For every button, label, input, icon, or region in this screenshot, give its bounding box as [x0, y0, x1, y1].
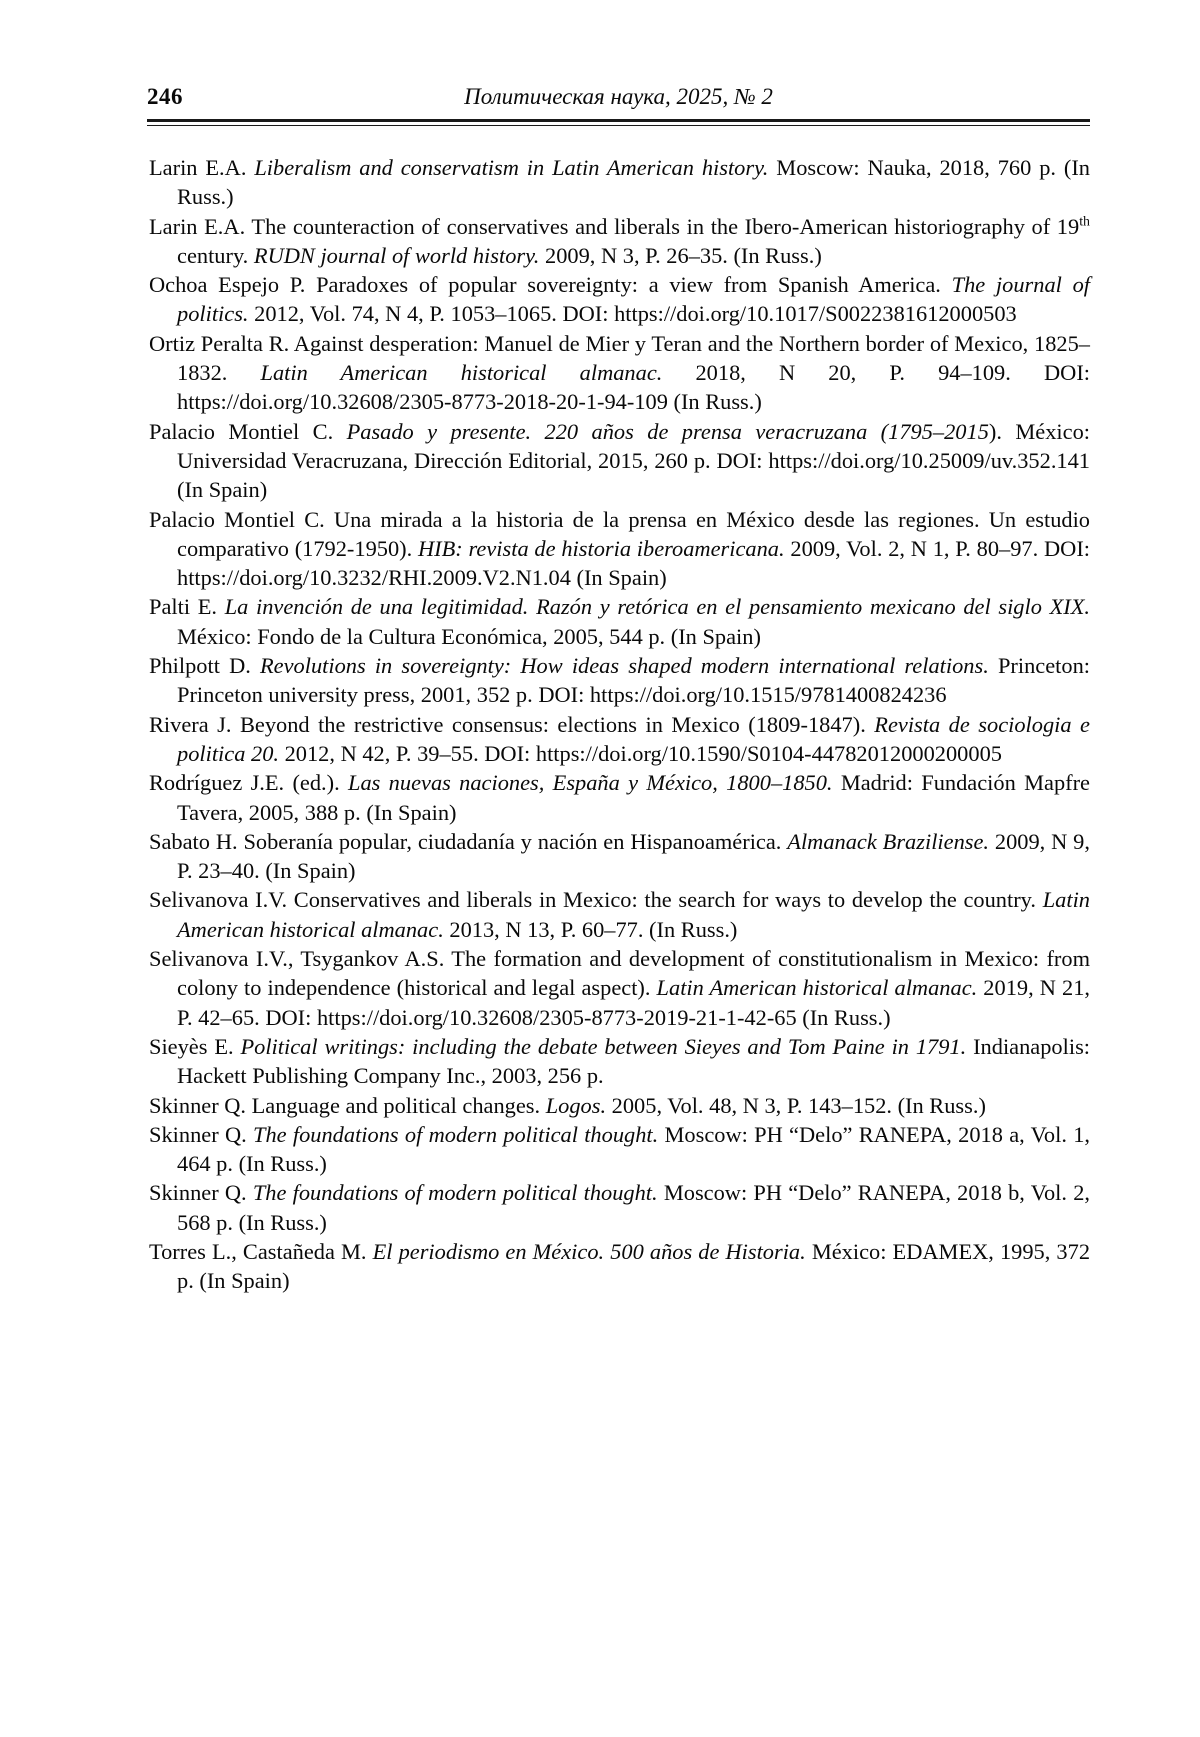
reference-entry — [149, 592, 1090, 651]
reference-title-segment: Almanack Braziliense. — [787, 828, 990, 854]
reference-entry — [149, 417, 1090, 505]
reference-text-segment: Skinner Q. Language and political changes. — [149, 1092, 546, 1118]
reference-entry — [149, 270, 1090, 329]
reference-text-segment: Moscow: Nauka, 2018, 760 p. (In Russ.) — [177, 155, 1090, 210]
reference-entry — [149, 212, 1090, 271]
reference-text-segment: Princeton: Princeton university press, 2001, 352 p. DOI: https://doi.org/10.1515/9781400824236 — [177, 653, 1090, 708]
reference-title-segment: The journal of politics. — [177, 272, 1090, 327]
reference-title-segment: Latin American historical almanac. — [260, 360, 663, 386]
reference-text-segment: Torres L., Castañeda M. — [149, 1238, 373, 1264]
reference-text-segment: Skinner Q. — [149, 1180, 253, 1206]
reference-title-segment: Latin American historical almanac. — [656, 975, 978, 1001]
reference-text-segment: Ochoa Espejo P. Paradoxes of popular sovereignty: a view from Spanish America. — [149, 272, 952, 298]
reference-entry — [149, 1237, 1090, 1296]
reference-text-segment: Rivera J. Beyond the restrictive consensus: elections in Mexico (1809-1847). — [149, 711, 875, 737]
header-rule — [147, 119, 1090, 126]
reference-text-segment: 2012, N 42, P. 39–55. DOI: https://doi.org/10.1590/S0104-44782012000200005 — [279, 740, 1002, 766]
reference-text-segment: Palti E. — [149, 594, 225, 620]
reference-entry — [149, 505, 1090, 593]
reference-text-segment: 2018, N 20, P. 94–109. DOI: https://doi.org/10.32608/2305-8773-2018-20-1-94-109 (In Russ.) — [177, 360, 1090, 415]
reference-text-segment: Indianapolis: Hackett Publishing Company Inc., 2003, 256 p. — [177, 1033, 1091, 1089]
page-header — [147, 84, 1090, 126]
reference-text-segment: 2005, Vol. 48, N 3, P. 143–152. (In Russ.) — [606, 1092, 986, 1118]
reference-entry — [149, 710, 1090, 769]
reference-text-segment: 2019, N 21, P. 42–65. DOI: https://doi.org/10.32608/2305-8773-2019-21-1-42-65 (In Russ.) — [177, 975, 1090, 1030]
reference-entry — [149, 768, 1090, 827]
reference-text-segment: Madrid: Fundación Mapfre Tavera, 2005, 388 p. (In Spain) — [177, 770, 1090, 825]
reference-entry — [149, 885, 1090, 944]
reference-text-segment: Rodríguez J.E. (ed.). — [149, 770, 349, 796]
reference-text-segment: 2012, Vol. 74, N 4, P. 1053–1065. DOI: https://doi.org/10.1017/S0022381612000503 — [248, 301, 1017, 327]
reference-entry — [149, 329, 1090, 417]
reference-text-segment: Sabato H. Soberanía popular, ciudadanía y nación en Hispanoamérica. — [149, 828, 788, 854]
reference-entry — [149, 827, 1090, 886]
reference-title-segment: Pasado y presente. 220 años de prensa veracruzana (1795–2015 — [346, 418, 989, 444]
reference-text-segment: Moscow: PH “Delo” RANEPA, 2018 b, Vol. 2, 568 p. (In Russ.) — [177, 1180, 1090, 1235]
reference-text-segment: 2009, N 3, P. 26–35. (In Russ.) — [539, 242, 822, 268]
reference-text-segment: Ortiz Peralta R. Against desperation: Manuel de Mier y Teran and the Northern border of Mexico, 1825–1832. — [149, 330, 1090, 386]
running-title: Политическая наука, 2025, № 2 — [464, 84, 773, 109]
reference-entry — [149, 1032, 1090, 1091]
reference-entry — [149, 944, 1090, 1032]
reference-title-segment: HIB: revista de historia iberoamericana. — [418, 535, 785, 561]
reference-text-segment: Moscow: PH “Delo” RANEPA, 2018 a, Vol. 1, 464 p. (In Russ.) — [177, 1121, 1090, 1177]
reference-title-segment: The foundations of modern political thought. — [253, 1121, 659, 1147]
reference-list — [149, 153, 1090, 1296]
reference-text-segment: México: Fondo de la Cultura Económica, 2005, 544 p. (In Spain) — [177, 623, 761, 649]
reference-text-segment: Palacio Montiel C. Una mirada a la historia de la prensa en México desde las regiones. Un estudio comparativo (1792-1950). — [149, 506, 1090, 561]
reference-text-segment: th — [1079, 214, 1090, 230]
reference-title-segment: The foundations of modern political thought. — [252, 1180, 658, 1206]
reference-text-segment: Skinner Q. — [149, 1121, 253, 1147]
reference-text-segment: 2009, N 9, P. 23–40. (In Spain) — [177, 828, 1090, 884]
page-number: 246 — [147, 84, 183, 109]
reference-text-segment: Sieyès E. — [149, 1033, 241, 1059]
reference-entry — [149, 1178, 1090, 1237]
reference-text-segment: Selivanova I.V., Tsygankov A.S. The formation and development of constitutionalism in Mexico: from colony to independence (historical and legal aspect). — [149, 946, 1090, 1001]
reference-entry — [149, 651, 1090, 710]
reference-text-segment: century. — [177, 242, 254, 268]
reference-title-segment: RUDN journal of world history. — [253, 242, 540, 268]
reference-title-segment: Revolutions in sovereignty: How ideas shaped modern international relations. — [259, 653, 989, 679]
reference-text-segment: Philpott D. — [149, 653, 260, 679]
reference-entry — [149, 153, 1090, 212]
reference-title-segment: Logos. — [545, 1092, 607, 1118]
reference-text-segment: México: EDAMEX, 1995, 372 p. (In Spain) — [177, 1238, 1091, 1294]
reference-text-segment: Larin E.A. — [149, 155, 255, 180]
header-row — [147, 84, 1090, 114]
reference-title-segment: Latin American historical almanac. — [177, 887, 1090, 942]
reference-text-segment: 2009, Vol. 2, N 1, P. 80–97. DOI: https://doi.org/10.3232/RHI.2009.V2.N1.04 (In Spain) — [177, 535, 1091, 591]
reference-text-segment: Palacio Montiel C. — [149, 418, 347, 444]
reference-title-segment: Las nuevas naciones, España y México, 1800–1850. — [348, 770, 833, 796]
reference-entry — [149, 1091, 1090, 1120]
reference-text-segment: 2013, N 13, P. 60–77. (In Russ.) — [443, 916, 738, 942]
reference-text-segment: Selivanova I.V. Conservatives and liberals in Mexico: the search for ways to develop the country. — [149, 887, 1043, 913]
reference-entry — [149, 1120, 1090, 1179]
reference-title-segment: Political writings: including the debate between Sieyes and Tom Paine in 1791. — [240, 1033, 967, 1059]
reference-title-segment: La invención de una legitimidad. Razón y retórica en el pensamiento mexicano del siglo XIX. — [224, 594, 1090, 620]
reference-text-segment: ). México: Universidad Veracruzana, Dirección Editorial, 2015, 260 p. DOI: https://doi.org/10.25009/uv.352.141 (In Spain) — [177, 418, 1090, 503]
reference-title-segment: El periodismo en México. 500 años de Historia. — [372, 1238, 806, 1264]
reference-title-segment: Liberalism and conservatism in Latin American history. — [254, 155, 769, 180]
reference-text-segment: Larin E.A. The counteraction of conservatives and liberals in the Ibero-American historiography of 19 — [149, 213, 1080, 239]
reference-title-segment: Revista de sociologia e politica 20. — [177, 711, 1090, 766]
